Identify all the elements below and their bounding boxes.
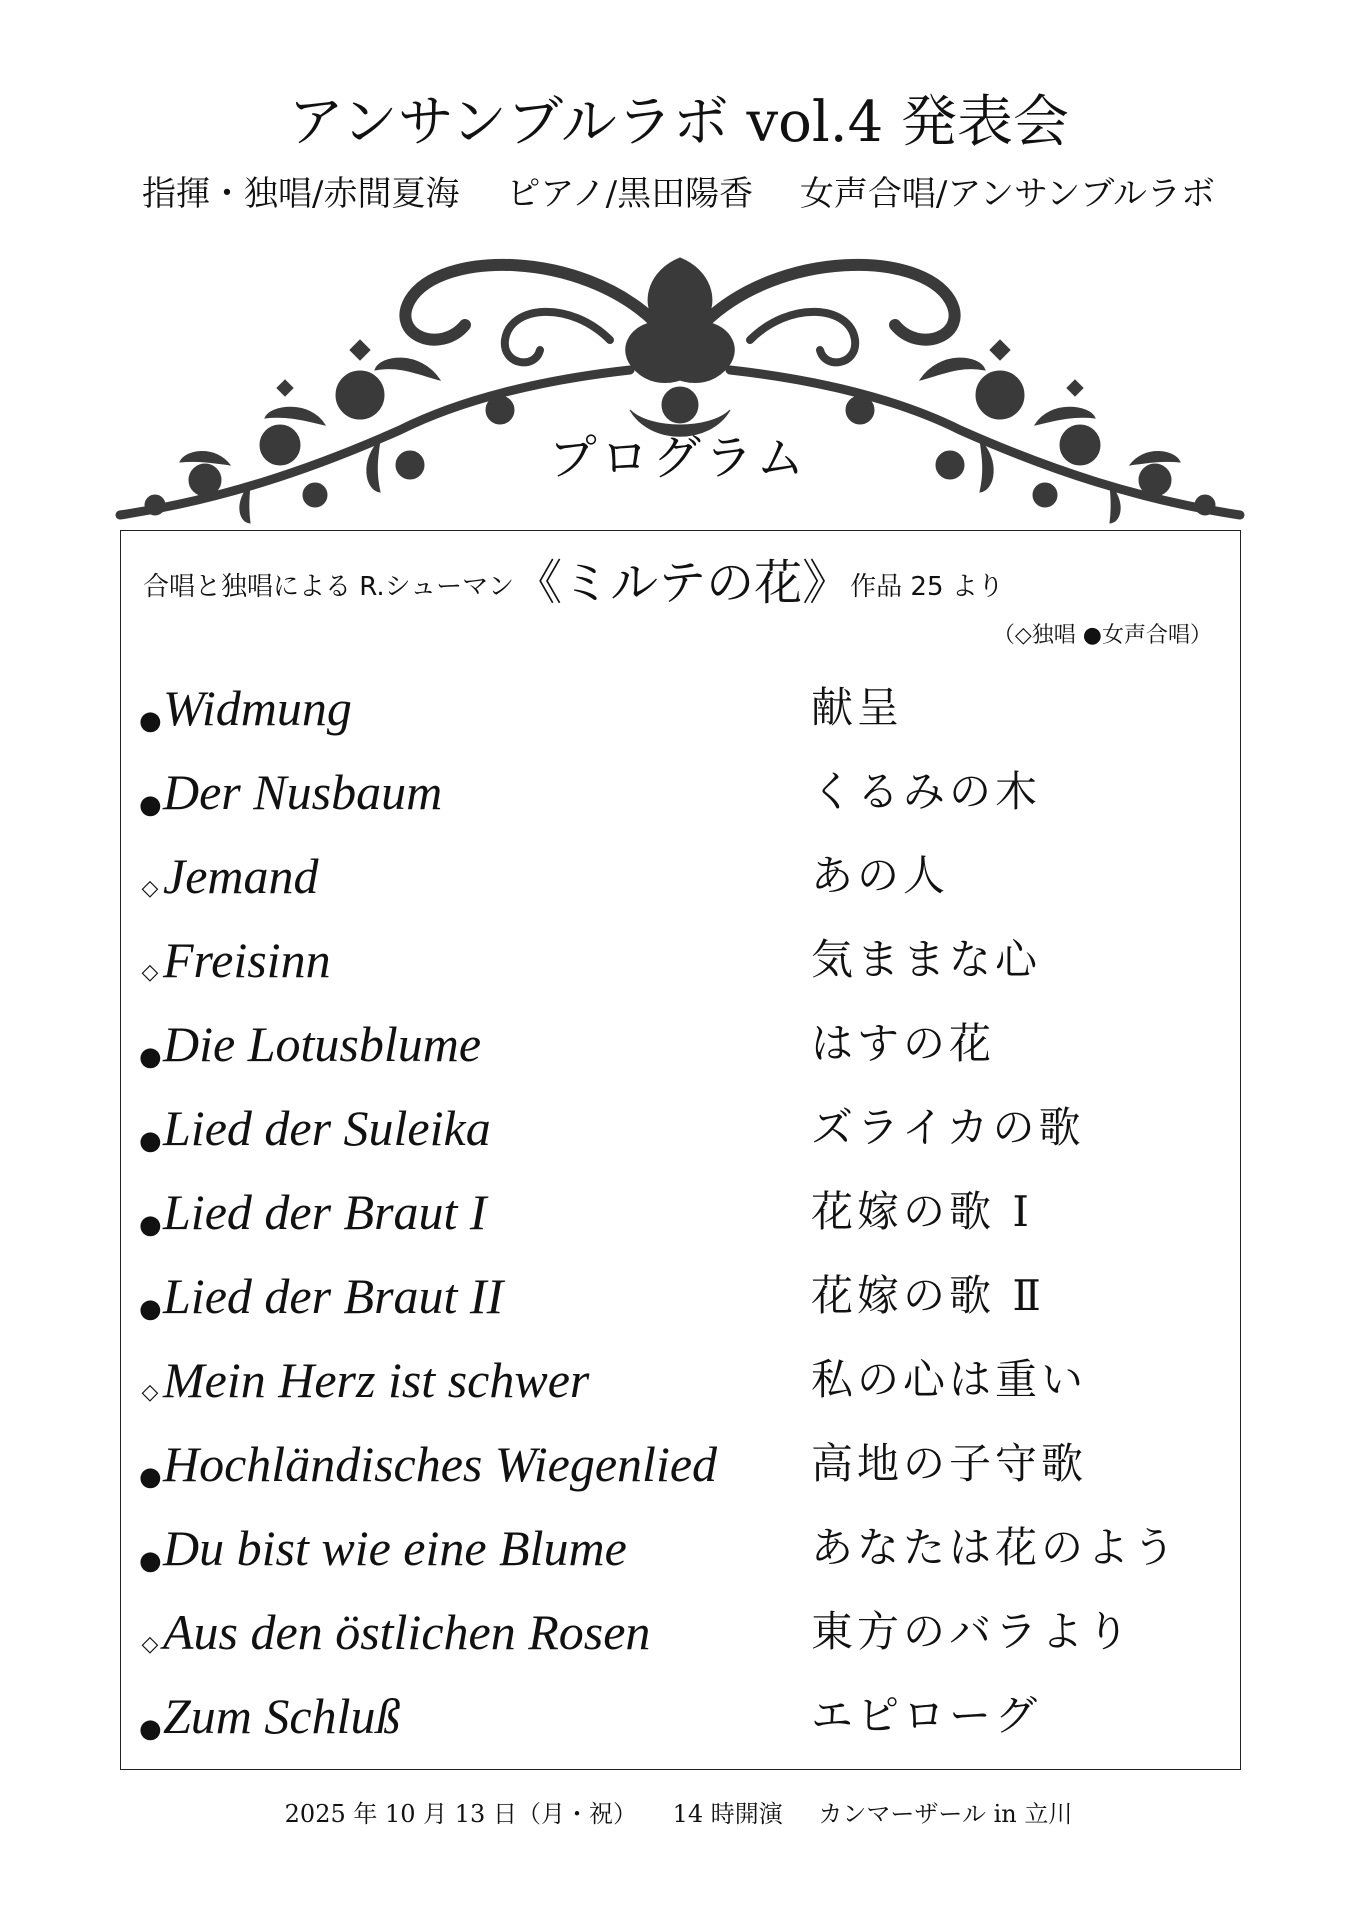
song-item — [121, 1086, 1240, 1170]
credits-line — [0, 172, 1357, 216]
song-title-german: Hochländisches Wiegenlied — [163, 1436, 718, 1492]
event-venue: カンマーザール in 立川 — [818, 1800, 1073, 1828]
work-suffix: 作品 25 より — [850, 572, 1004, 602]
song-title-japanese: エピローグ — [811, 1691, 1042, 1740]
song-item — [121, 1170, 1240, 1254]
choir-bullet-icon: ● — [139, 1294, 162, 1324]
song-list — [121, 666, 1240, 1758]
song-title-german: Lied der Braut II — [163, 1268, 504, 1324]
work-title: 《ミルテの花》 — [514, 555, 851, 611]
song-title-japanese: 気ままな心 — [811, 935, 1042, 984]
song-title-german: Jemand — [163, 848, 319, 904]
song-item — [121, 666, 1240, 750]
song-item — [121, 1002, 1240, 1086]
solo-diamond-icon: ◇ — [141, 960, 159, 985]
song-title-japanese: くるみの木 — [811, 767, 1042, 816]
song-title-japanese: ズライカの歌 — [811, 1103, 1085, 1152]
song-item — [121, 1422, 1240, 1506]
song-title-japanese: 花嫁の歌 Ⅰ — [811, 1187, 1033, 1236]
song-item — [121, 750, 1240, 834]
song-title-german: Widmung — [163, 680, 352, 736]
work-prefix: 合唱と独唱による R.シューマン — [143, 572, 515, 602]
solo-diamond-icon: ◇ — [141, 1632, 159, 1657]
song-title-japanese: はすの花 — [811, 1019, 996, 1068]
credit-choir: 女声合唱/アンサンブルラボ — [799, 174, 1215, 214]
concert-title: アンサンブルラボ vol.4 発表会 — [287, 90, 1069, 155]
song-item — [121, 1254, 1240, 1338]
event-time: 14 時開演 — [672, 1800, 783, 1828]
solo-diamond-icon: ◇ — [141, 1380, 159, 1405]
song-title-japanese: 献呈 — [811, 683, 904, 732]
choir-bullet-icon: ● — [139, 1210, 162, 1240]
song-item — [121, 1338, 1240, 1422]
program-heading: プログラム — [548, 430, 809, 486]
song-title-german: Der Nusbaum — [163, 764, 443, 820]
choir-bullet-icon: ● — [139, 706, 162, 736]
choir-bullet-icon: ● — [139, 1546, 162, 1576]
song-item — [121, 918, 1240, 1002]
work-title-line — [143, 553, 1004, 617]
song-item — [121, 1590, 1240, 1674]
song-title-german: Lied der Braut I — [163, 1184, 487, 1240]
song-title-japanese: 花嫁の歌 Ⅱ — [811, 1271, 1045, 1320]
event-details — [0, 1798, 1357, 1830]
song-title-german: Du bist wie eine Blume — [163, 1520, 627, 1576]
voice-legend: （◇独唱 ●女声合唱） — [992, 623, 1212, 648]
song-title-german: Lied der Suleika — [163, 1100, 491, 1156]
song-title-japanese: あなたは花のよう — [811, 1523, 1180, 1572]
choir-bullet-icon: ● — [139, 1042, 162, 1072]
song-title-german: Freisinn — [163, 932, 331, 988]
song-title-german: Aus den östlichen Rosen — [163, 1604, 651, 1660]
song-title-german: Zum Schluß — [163, 1688, 401, 1744]
solo-diamond-icon: ◇ — [141, 876, 159, 901]
event-date: 2025 年 10 月 13 日（月・祝） — [284, 1800, 637, 1828]
song-title-japanese: 私の心は重い — [811, 1355, 1088, 1404]
choir-bullet-icon: ● — [139, 1462, 162, 1492]
song-title-german: Die Lotusblume — [163, 1016, 482, 1072]
credit-conductor-soloist: 指揮・独唱/赤間夏海 — [142, 174, 460, 214]
choir-bullet-icon: ● — [139, 1714, 162, 1744]
choir-bullet-icon: ● — [139, 1126, 162, 1156]
program-box — [120, 530, 1241, 1770]
song-item — [121, 834, 1240, 918]
song-title-japanese: あの人 — [811, 851, 950, 900]
choir-bullet-icon: ● — [139, 790, 162, 820]
song-title-japanese: 高地の子守歌 — [811, 1439, 1088, 1488]
song-item — [121, 1506, 1240, 1590]
song-title-german: Mein Herz ist schwer — [163, 1352, 590, 1408]
song-title-japanese: 東方のバラより — [811, 1607, 1134, 1656]
credit-pianist: ピアノ/黒田陽香 — [506, 174, 754, 214]
song-item — [121, 1674, 1240, 1758]
